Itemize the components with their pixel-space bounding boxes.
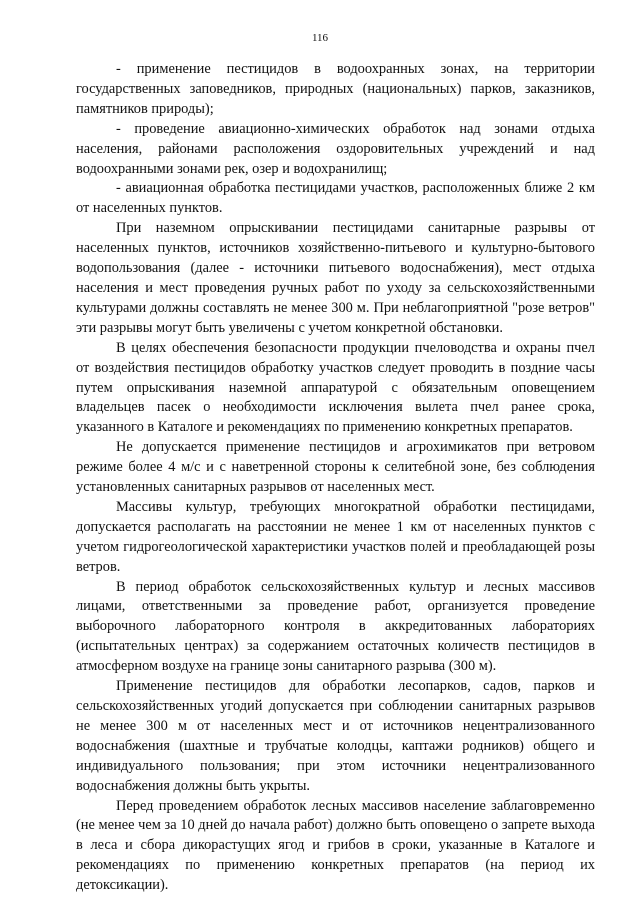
paragraph-10: Перед проведением обработок лесных массивов население заблаговременно (не менее чем за 10 дней до начала работ) должно быть оповещено о запрете выхода в леса и сбора дикорастущих ягод и грибов в сроки, указанные в Каталоге и рекомендациях по применению конкретных препаратов (на период их детоксикации). <box>76 797 595 894</box>
paragraph-8: В период обработок сельскохозяйственных культур и лесных массивов лицами, ответственными за проведение работ, организуется проведение выборочного лабораторного контроля в аккредитованных лабораториях (испытательных центрах) за содержанием остаточных количеств пестицидов в атмосферном воздухе на границе зоны санитарного разрыва (300 м). <box>76 578 595 675</box>
document-body <box>76 60 595 896</box>
paragraph-2: - проведение авиационно-химических обработок над зонами отдыха населения, районами расположения оздоровительных учреждений и над водоохранными зонами рек, озер и водохранилищ; <box>76 120 595 177</box>
paragraph-5: В целях обеспечения безопасности продукции пчеловодства и охраны пчел от воздействия пестицидов обработку участков следует проводить в поздние часы путем опрыскивания наземной аппаратурой с обязательным оповещением владельцев пасек о необходимости исключения вылета пчел ранее срока, указанного в Каталоге и рекомендациях по применению конкретных препаратов. <box>76 339 595 436</box>
page-number: 116 <box>311 32 329 44</box>
paragraph-6: Не допускается применение пестицидов и агрохимикатов при ветровом режиме более 4 м/с и с наветренной стороны к селитебной зоне, без соблюдения установленных санитарных разрывов от населенных мест. <box>76 439 595 496</box>
paragraph-7: Массивы культур, требующих многократной обработки пестицидами, допускается располагать на расстоянии не менее 1 км от населенных пунктов с учетом гидрогеологической характеристики участков полей и преобладающей розы ветров. <box>76 498 595 575</box>
paragraph-1: - применение пестицидов в водоохранных зонах, на территории государственных заповедников, природных (национальных) парков, заказников, памятников природы); <box>76 61 595 117</box>
paragraph-9: Применение пестицидов для обработки лесопарков, садов, парков и сельскохозяйственных угодий допускается при соблюдении санитарных разрывов не менее 300 м от населенных мест и от источников нецентрализованного водоснабжения (шахтные и трубчатые колодцы, каптажи родников) общего и индивидуального пользования; при этом источники нецентрализованного водоснабжения должны быть укрыты. <box>76 678 595 794</box>
paragraph-4: При наземном опрыскивании пестицидами санитарные разрывы от населенных пунктов, источников хозяйственно-питьевого и культурно-бытового водопользования (далее - источники питьевого водоснабжения), мест отдыха населения и мест проведения ручных работ по уходу за сельскохозяйственными культурами должны составлять не менее 300 м. При неблагоприятной "розе ветров" эти разрывы могут быть увеличены с учетом конкретной обстановки. <box>76 220 595 336</box>
paragraph-3: - авиационная обработка пестицидами участков, расположенных ближе 2 км от населенных пунктов. <box>76 180 595 217</box>
